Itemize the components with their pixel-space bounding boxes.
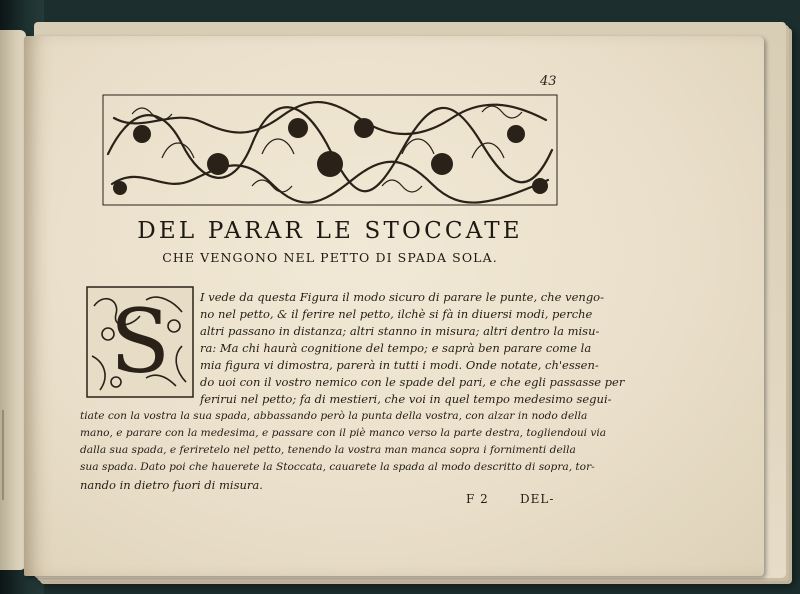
- text-line: mia figura vi dimostra, parerà in tutti i modi. Onde notate, ch'essen-: [200, 358, 599, 372]
- catchword: DEL-: [520, 492, 555, 506]
- text-line: do uoi con il vostro nemico con le spade del pari, e che egli passasse per: [200, 375, 625, 389]
- text-line: altri passano in distanza; altri stanno in misura; altri dentro la misu-: [200, 324, 600, 338]
- text-line: I vede da questa Figura il modo sicuro di parare le punte, che vengo-: [200, 290, 604, 304]
- text-line: sua spada. Dato poi che hauerete la Stoccata, cauarete la spada al modo descritto di sopra, tor-: [80, 461, 595, 473]
- text-line: nando in dietro fuori di misura.: [80, 478, 263, 492]
- text-line: dalla sua spada, e feriretelo nel petto, tenendo la vostra man manca sopra i fornimenti della: [80, 444, 576, 456]
- signature-mark: F 2: [466, 492, 489, 506]
- text-line: no nel petto, & il ferire nel petto, ilchè si fà in diuersi modi, perche: [200, 307, 593, 321]
- chapter-title: DEL PARAR LE STOCCATE: [137, 218, 523, 244]
- text-line: mano, e parare con la medesima, e passare con il piè manco verso la parte destra, togliendoui via: [80, 427, 607, 439]
- drop-cap-letter: S: [109, 290, 171, 393]
- text-line: ferirui nel petto; fa di mestieri, che voi in quel tempo medesimo segui-: [200, 392, 612, 406]
- text-line: tiate con la vostra la sua spada, abbassando però la punta della vostra, con alzar in nodo della: [80, 410, 588, 422]
- text-line: ra: Ma chi haurà cognitione del tempo; e saprà ben parare come la: [200, 341, 592, 355]
- page-number: 43: [540, 74, 557, 89]
- chapter-subtitle: CHE VENGONO NEL PETTO DI SPADA SOLA.: [162, 250, 498, 265]
